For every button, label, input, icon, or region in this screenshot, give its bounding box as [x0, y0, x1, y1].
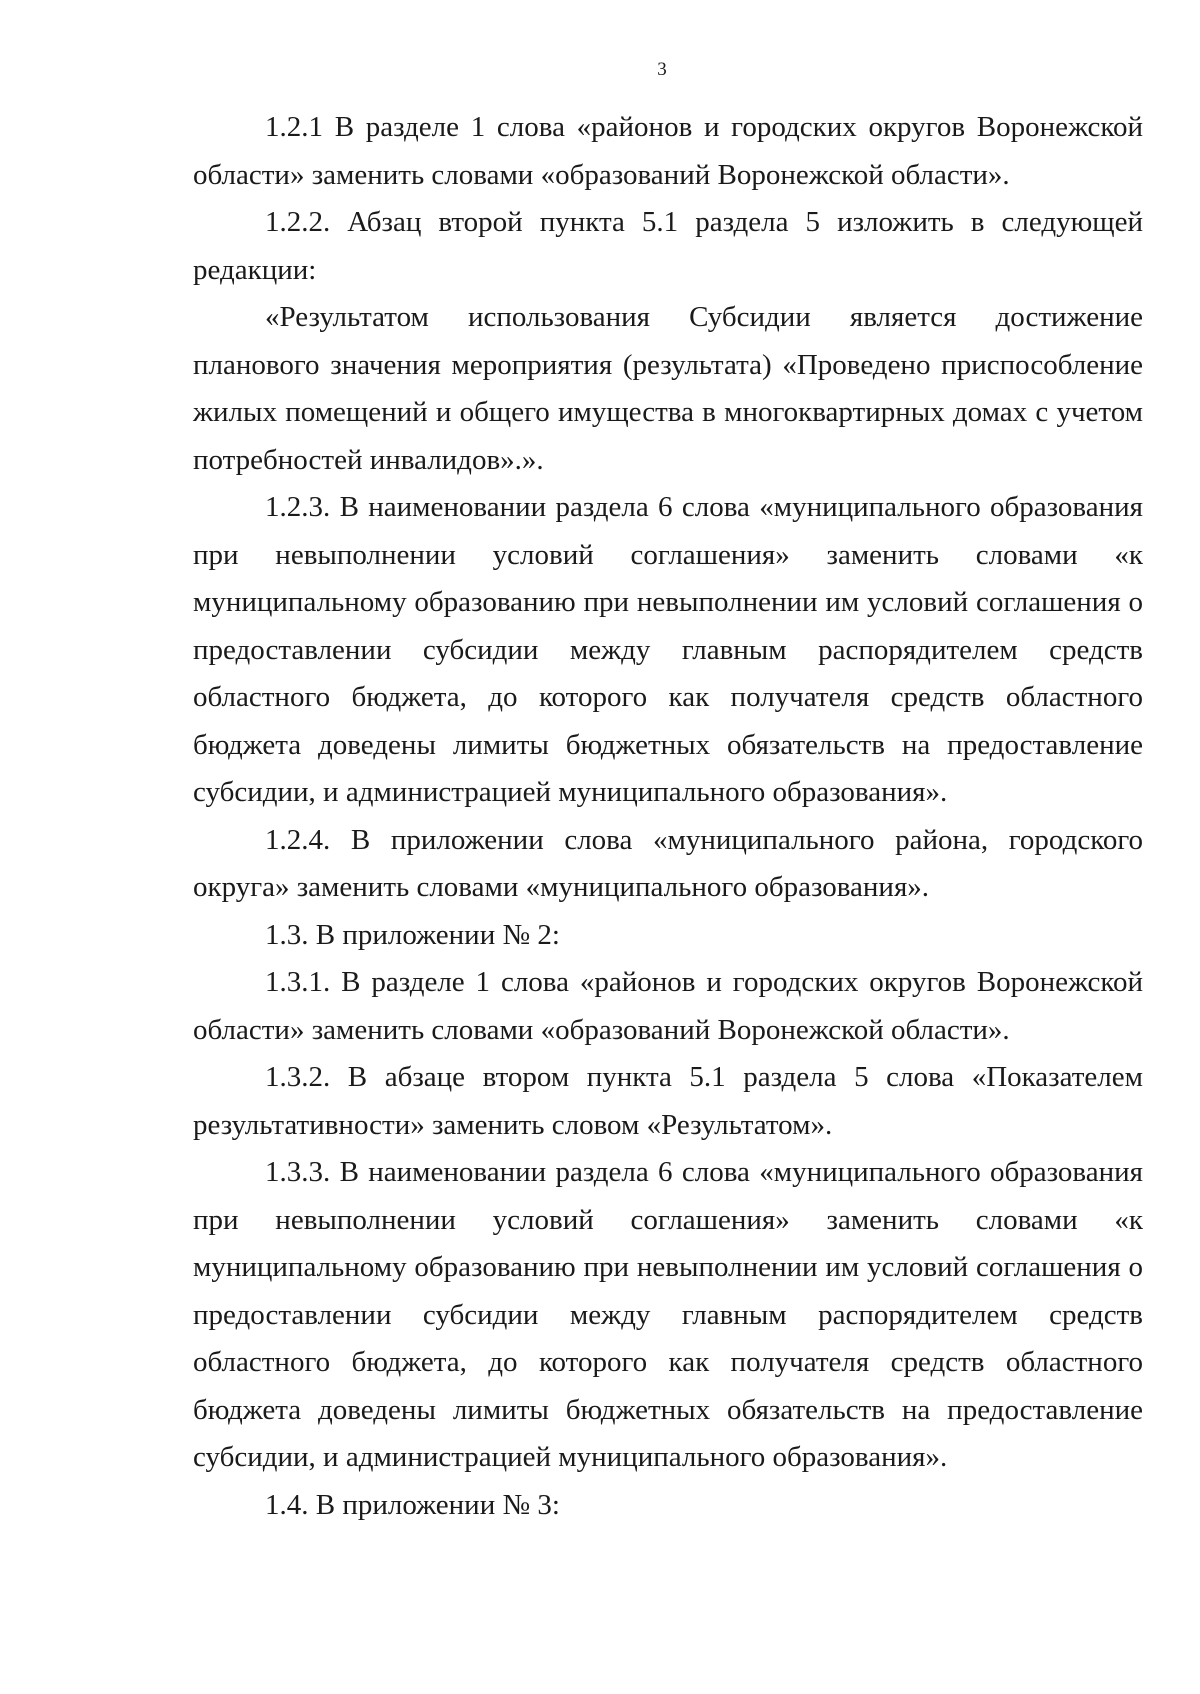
paragraph-1-3-3: 1.3.3. В наименовании раздела 6 слова «муниципального образования при невыполнении условий соглашения» заменить словами «к муниципальному образованию при невыполнении им условий соглашения о предоставлении субсидии между главным распорядителем средств областного бюджета, до которого как получателя средств областного бюджета доведены лимиты бюджетных обязательств на предоставление субсидии, и администрацией муниципального образования». [193, 1156, 1143, 1473]
paragraph-1-3: 1.3. В приложении № 2: [265, 918, 560, 951]
paragraph-quoted-result: «Результатом использования Субсидии является достижение планового значения мероприятия (результата) «Проведено приспособление жилых помещений и общего имущества в многоквартирных домах с учетом потребностей инвалидов».». [193, 301, 1143, 476]
paragraph-1-4: 1.4. В приложении № 3: [265, 1488, 560, 1521]
paragraph-1-2-2: 1.2.2. Абзац второй пункта 5.1 раздела 5 изложить в следующей редакции: [193, 206, 1143, 286]
document-body [193, 104, 1143, 1529]
paragraph-1-2-1: 1.2.1 В разделе 1 слова «районов и городских округов Воронежской области» заменить словами «образований Воронежской области». [193, 111, 1143, 191]
paragraph-1-3-1: 1.3.1. В разделе 1 слова «районов и городских округов Воронежской области» заменить словами «образований Воронежской области». [193, 966, 1143, 1046]
page-number: 3 [657, 59, 667, 80]
paragraph-1-2-4: 1.2.4. В приложении слова «муниципального района, городского округа» заменить словами «муниципального образования». [193, 823, 1143, 903]
paragraph-1-2-3: 1.2.3. В наименовании раздела 6 слова «муниципального образования при невыполнении условий соглашения» заменить словами «к муниципальному образованию при невыполнении им условий соглашения о предоставлении субсидии между главным распорядителем средств областного бюджета, до которого как получателя средств областного бюджета доведены лимиты бюджетных обязательств на предоставление субсидии, и администрацией муниципального образования». [193, 491, 1143, 808]
paragraph-1-3-2: 1.3.2. В абзаце втором пункта 5.1 раздела 5 слова «Показателем результативности» заменить словом «Результатом». [193, 1061, 1143, 1141]
